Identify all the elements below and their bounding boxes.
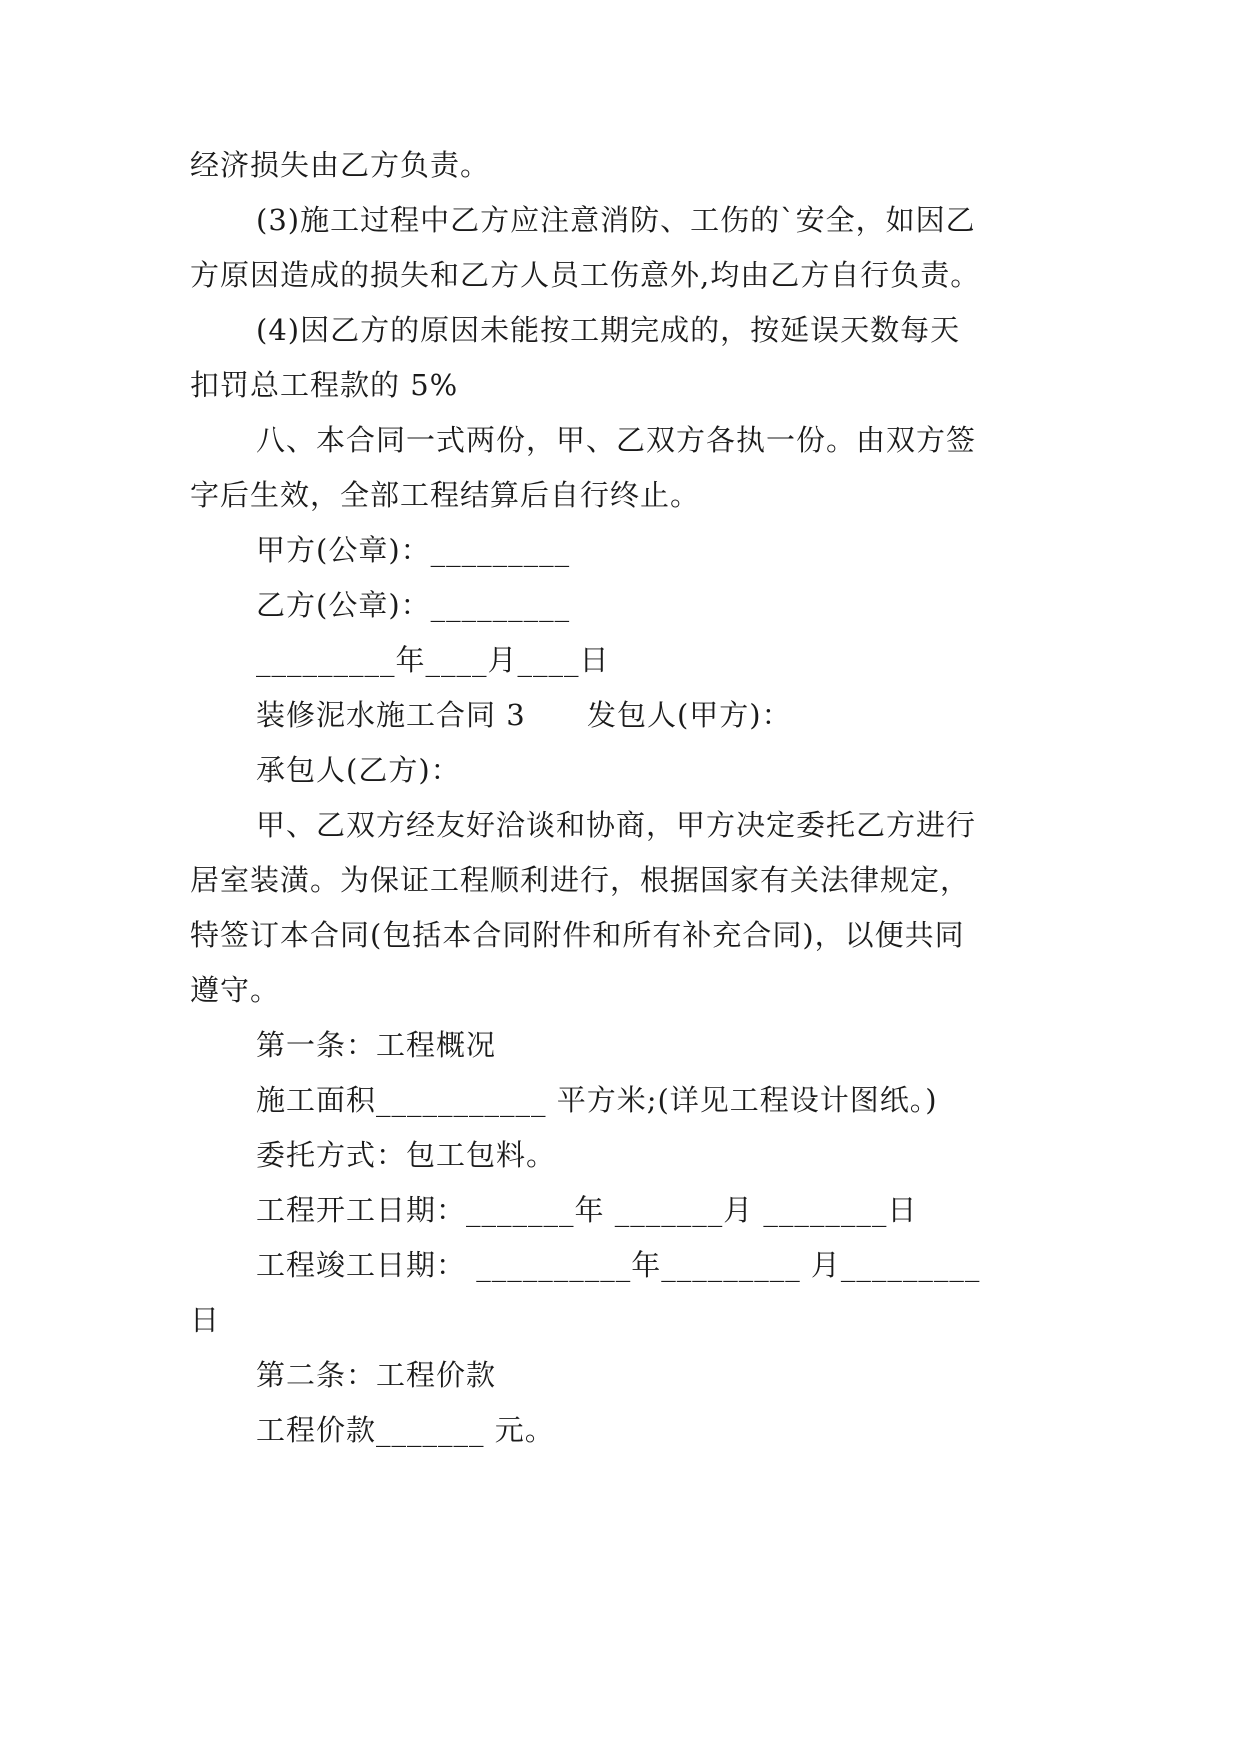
text-line: (3)施工过程中乙方应注意消防、工伤的`安全，如因乙 [256,203,976,237]
article-heading: 第一条：工程概况 [256,1028,497,1062]
price-line: 工程价款_______ 元。 [256,1413,555,1447]
end-date-line: 工程竣工日期： __________年_________ 月_________ [256,1248,981,1282]
text-line: 遵守。 [190,973,281,1007]
text-line: 经济损失由乙方负责。 [190,148,491,182]
text-line: (4)因乙方的原因未能按工期完成的，按延误天数每天 [256,313,961,347]
contractor-line: 承包人(乙方)： [256,753,461,787]
text-line: 甲、乙双方经友好洽谈和协商，甲方决定委托乙方进行 [256,808,977,842]
text-line: 字后生效，全部工程结算后自行终止。 [190,478,701,512]
text-line: 日 [190,1303,221,1337]
text-line: 特签订本合同(包括本合同附件和所有补充合同)，以便共同 [190,918,965,952]
text-line: 施工面积___________ 平方米;(详见工程设计图纸。) [256,1083,938,1117]
text-line: 居室装潢。为保证工程顺利进行，根据国家有关法律规定， [190,863,971,897]
text-line: 方原因造成的损失和乙方人员工伤意外,均由乙方自行负责。 [190,258,981,292]
start-date-line: 工程开工日期：_______年 _______月 ________日 [256,1193,918,1227]
article-heading: 第二条：工程价款 [256,1358,497,1392]
date-line: _________年____月____日 [256,643,610,677]
text-line: 扣罚总工程款的 5% [190,368,459,402]
text-line: 委托方式：包工包料。 [256,1138,557,1172]
text-line: 八、本合同一式两份，甲、乙双方各执一份。由双方签 [256,423,977,457]
party-a-seal-line: 甲方(公章)：_________ [256,533,571,567]
contract-title-line: 装修泥水施工合同 3 发包人(甲方)： [256,698,792,732]
party-b-seal-line: 乙方(公章)：_________ [256,588,571,622]
